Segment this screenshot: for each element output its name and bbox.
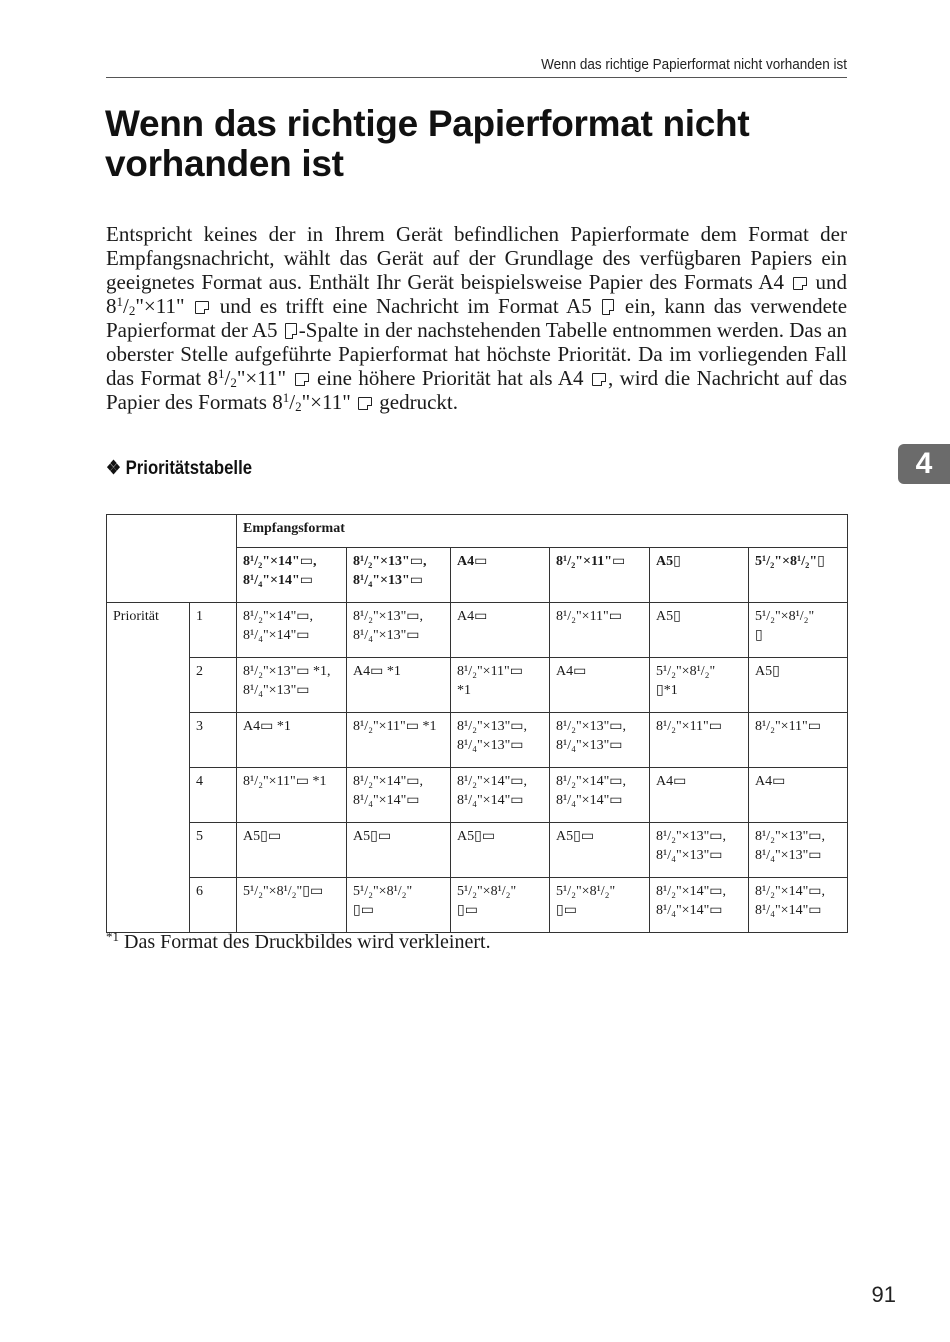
intro-text: -Spalte in der nachstehenden Tabelle entnommen werden. Das an oberster Stelle aufgeführte Papierformat hat höchste Priorität. Da im vorliegenden Fall das Format 8 — [106, 318, 848, 390]
paper-landscape-icon — [195, 301, 209, 314]
diamond-bullet-icon: ❖ — [106, 458, 122, 479]
table-cell: 8¹/₂"×14"▭, 8¹/₄"×14"▭ — [650, 878, 749, 933]
table-cell: 5¹/₂"×8¹/₂" ▯ — [749, 603, 848, 658]
table-cell: A4▭ — [650, 768, 749, 823]
priority-rank: 5 — [190, 823, 237, 878]
table-cell: A5▯▭ — [347, 823, 451, 878]
column-header: 8¹/₂"×13"▭, 8¹/₄"×13"▭ — [347, 548, 451, 603]
table-cell: 8¹/₂"×11"▭ — [550, 603, 650, 658]
table-row — [107, 658, 848, 713]
table-cell: A5▯▭ — [550, 823, 650, 878]
priority-rank: 3 — [190, 713, 237, 768]
table-cell: 8¹/₂"×13"▭, 8¹/₄"×13"▭ — [451, 713, 550, 768]
table-cell: 8¹/₂"×14"▭, 8¹/₄"×14"▭ — [237, 603, 347, 658]
page-title: Wenn das richtige Papierformat nicht vorhanden ist — [105, 103, 750, 184]
priority-rank: 6 — [190, 878, 237, 933]
priority-rank: 1 — [190, 603, 237, 658]
table-cell: 5¹/₂"×8¹/₂" ▯▭ — [451, 878, 550, 933]
column-header: A4▭ — [451, 548, 550, 603]
intro-paragraph: Entspricht keines der in Ihrem Gerät befindlichen Papierformate dem Format der Empfangsnachricht, wählt das Gerät auf der Grundlage des verfügbaren Papiers ein geeignetes Format aus. Enthält Ihr Gerät beispielsweise Papier des Formats A4 und $8^1/2"\times 11$" und es trifft eine Nachricht im Format A5 ein, kann das verwendete Papierformat der A5 -Spalte in der nachstehenden Tabelle entnommen werden. Das an oberster Stelle aufgeführte Papierformat hat höchste Priorität. Da im vorliegenden Fall das Format $8^1/2"\times 11$" eine höhere Priorität hat als A4 , wird die Nachricht auf das Papier des Formats $8^1/2"\times 11$" gedruckt. — [106, 222, 848, 414]
table-cell: 8¹/₂"×14"▭, 8¹/₄"×14"▭ — [347, 768, 451, 823]
table-cell: A5▯▭ — [237, 823, 347, 878]
table-cell: A5▯▭ — [451, 823, 550, 878]
footnote-mark: *1 — [106, 929, 119, 944]
intro-text: , wird die Nachricht auf das Papier des Formats 8 — [106, 366, 848, 414]
intro-text: ein, kann das verwendete Papierformat der A5 — [106, 294, 848, 342]
table-cell: A5▯ — [749, 658, 848, 713]
header-rule — [106, 77, 847, 78]
table-cell: 8¹/₂"×11"▭ *1 — [347, 713, 451, 768]
footnote — [106, 930, 491, 954]
table-cell: A5▯ — [650, 603, 749, 658]
table-cell: 5¹/₂"×8¹/₂" ▯▭ — [347, 878, 451, 933]
table-cell: 8¹/₂"×13"▭ *1, 8¹/₄"×13"▭ — [237, 658, 347, 713]
table-row — [107, 823, 848, 878]
priority-table — [106, 514, 848, 933]
table-cell: 8¹/₂"×11"▭ *1 — [237, 768, 347, 823]
table-cell: 8¹/₂"×11"▭ *1 — [451, 658, 550, 713]
table-cell: 8¹/₂"×14"▭, 8¹/₄"×14"▭ — [451, 768, 550, 823]
section-heading — [106, 457, 252, 480]
footnote-text: Das Format des Druckbildes wird verkleinert. — [124, 931, 491, 953]
table-cell: 8¹/₂"×11"▭ — [650, 713, 749, 768]
column-header: 8¹/₂"×14"▭, 8¹/₄"×14"▭ — [237, 548, 347, 603]
page-number: 91 — [871, 1282, 896, 1307]
priority-rank: 2 — [190, 658, 237, 713]
table-row — [107, 768, 848, 823]
header-group-label: Empfangsformat — [237, 515, 848, 548]
table-cell: 8¹/₂"×13"▭, 8¹/₄"×13"▭ — [347, 603, 451, 658]
table-cell: 8¹/₂"×14"▭, 8¹/₄"×14"▭ — [550, 768, 650, 823]
table-cell: A4▭ *1 — [347, 658, 451, 713]
table-cell: 8¹/₂"×11"▭ — [749, 713, 848, 768]
table-cell: A4▭ — [550, 658, 650, 713]
table-cell: 5¹/₂"×8¹/₂" ▯*1 — [650, 658, 749, 713]
table-cell: 5¹/₂"×8¹/₂" ▯▭ — [550, 878, 650, 933]
column-header: A5▯ — [650, 548, 749, 603]
intro-text: und 8 — [106, 270, 848, 318]
paper-portrait-icon — [602, 299, 614, 315]
column-header: 8¹/₂"×11"▭ — [550, 548, 650, 603]
section-heading-text: Prioritätstabelle — [125, 458, 253, 479]
table-cell: 8¹/₂"×14"▭, 8¹/₄"×14"▭ — [749, 878, 848, 933]
table-row — [107, 603, 848, 658]
column-header: 5¹/₂"×8¹/₂"▯ — [749, 548, 848, 603]
intro-text: gedruckt. — [379, 390, 459, 414]
row-group-label: Priorität — [107, 603, 190, 933]
intro-text: und es trifft eine Nachricht im Format A5 — [219, 294, 592, 318]
intro-text: "×11" — [301, 390, 351, 414]
intro-text: Entspricht keines der in Ihrem Gerät befindlichen Papierformate dem Format der Empfangsnachricht, wählt das Gerät auf der Grundlage des verfügbaren Papiers ein geeignetes Format aus. Enthält Ihr Gerät beispielsweise Papier des Formats A4 — [106, 222, 847, 294]
table-row — [107, 713, 848, 768]
table-cell: 8¹/₂"×13"▭, 8¹/₄"×13"▭ — [749, 823, 848, 878]
table-corner-cell — [107, 515, 237, 603]
table-cell: A4▭ *1 — [237, 713, 347, 768]
running-head: Wenn das richtige Papierformat nicht vorhanden ist — [541, 56, 847, 73]
paper-landscape-icon — [592, 373, 606, 386]
table-cell: 5¹/₂"×8¹/₂"▯▭ — [237, 878, 347, 933]
table-cell: 8¹/₂"×13"▭, 8¹/₄"×13"▭ — [650, 823, 749, 878]
priority-rank: 4 — [190, 768, 237, 823]
intro-text: "×11" — [236, 366, 287, 390]
chapter-number: 4 — [915, 447, 933, 480]
table-row — [107, 878, 848, 933]
paper-landscape-icon — [295, 373, 309, 386]
intro-text: "×11" — [135, 294, 185, 318]
paper-landscape-icon — [358, 397, 372, 410]
paper-portrait-icon — [285, 323, 297, 339]
paper-landscape-icon — [793, 277, 807, 290]
table-cell: 8¹/₂"×13"▭, 8¹/₄"×13"▭ — [550, 713, 650, 768]
table-cell: A4▭ — [749, 768, 848, 823]
chapter-tab — [898, 444, 950, 484]
intro-text: eine höhere Priorität hat als A4 — [316, 366, 584, 390]
table-cell: A4▭ — [451, 603, 550, 658]
